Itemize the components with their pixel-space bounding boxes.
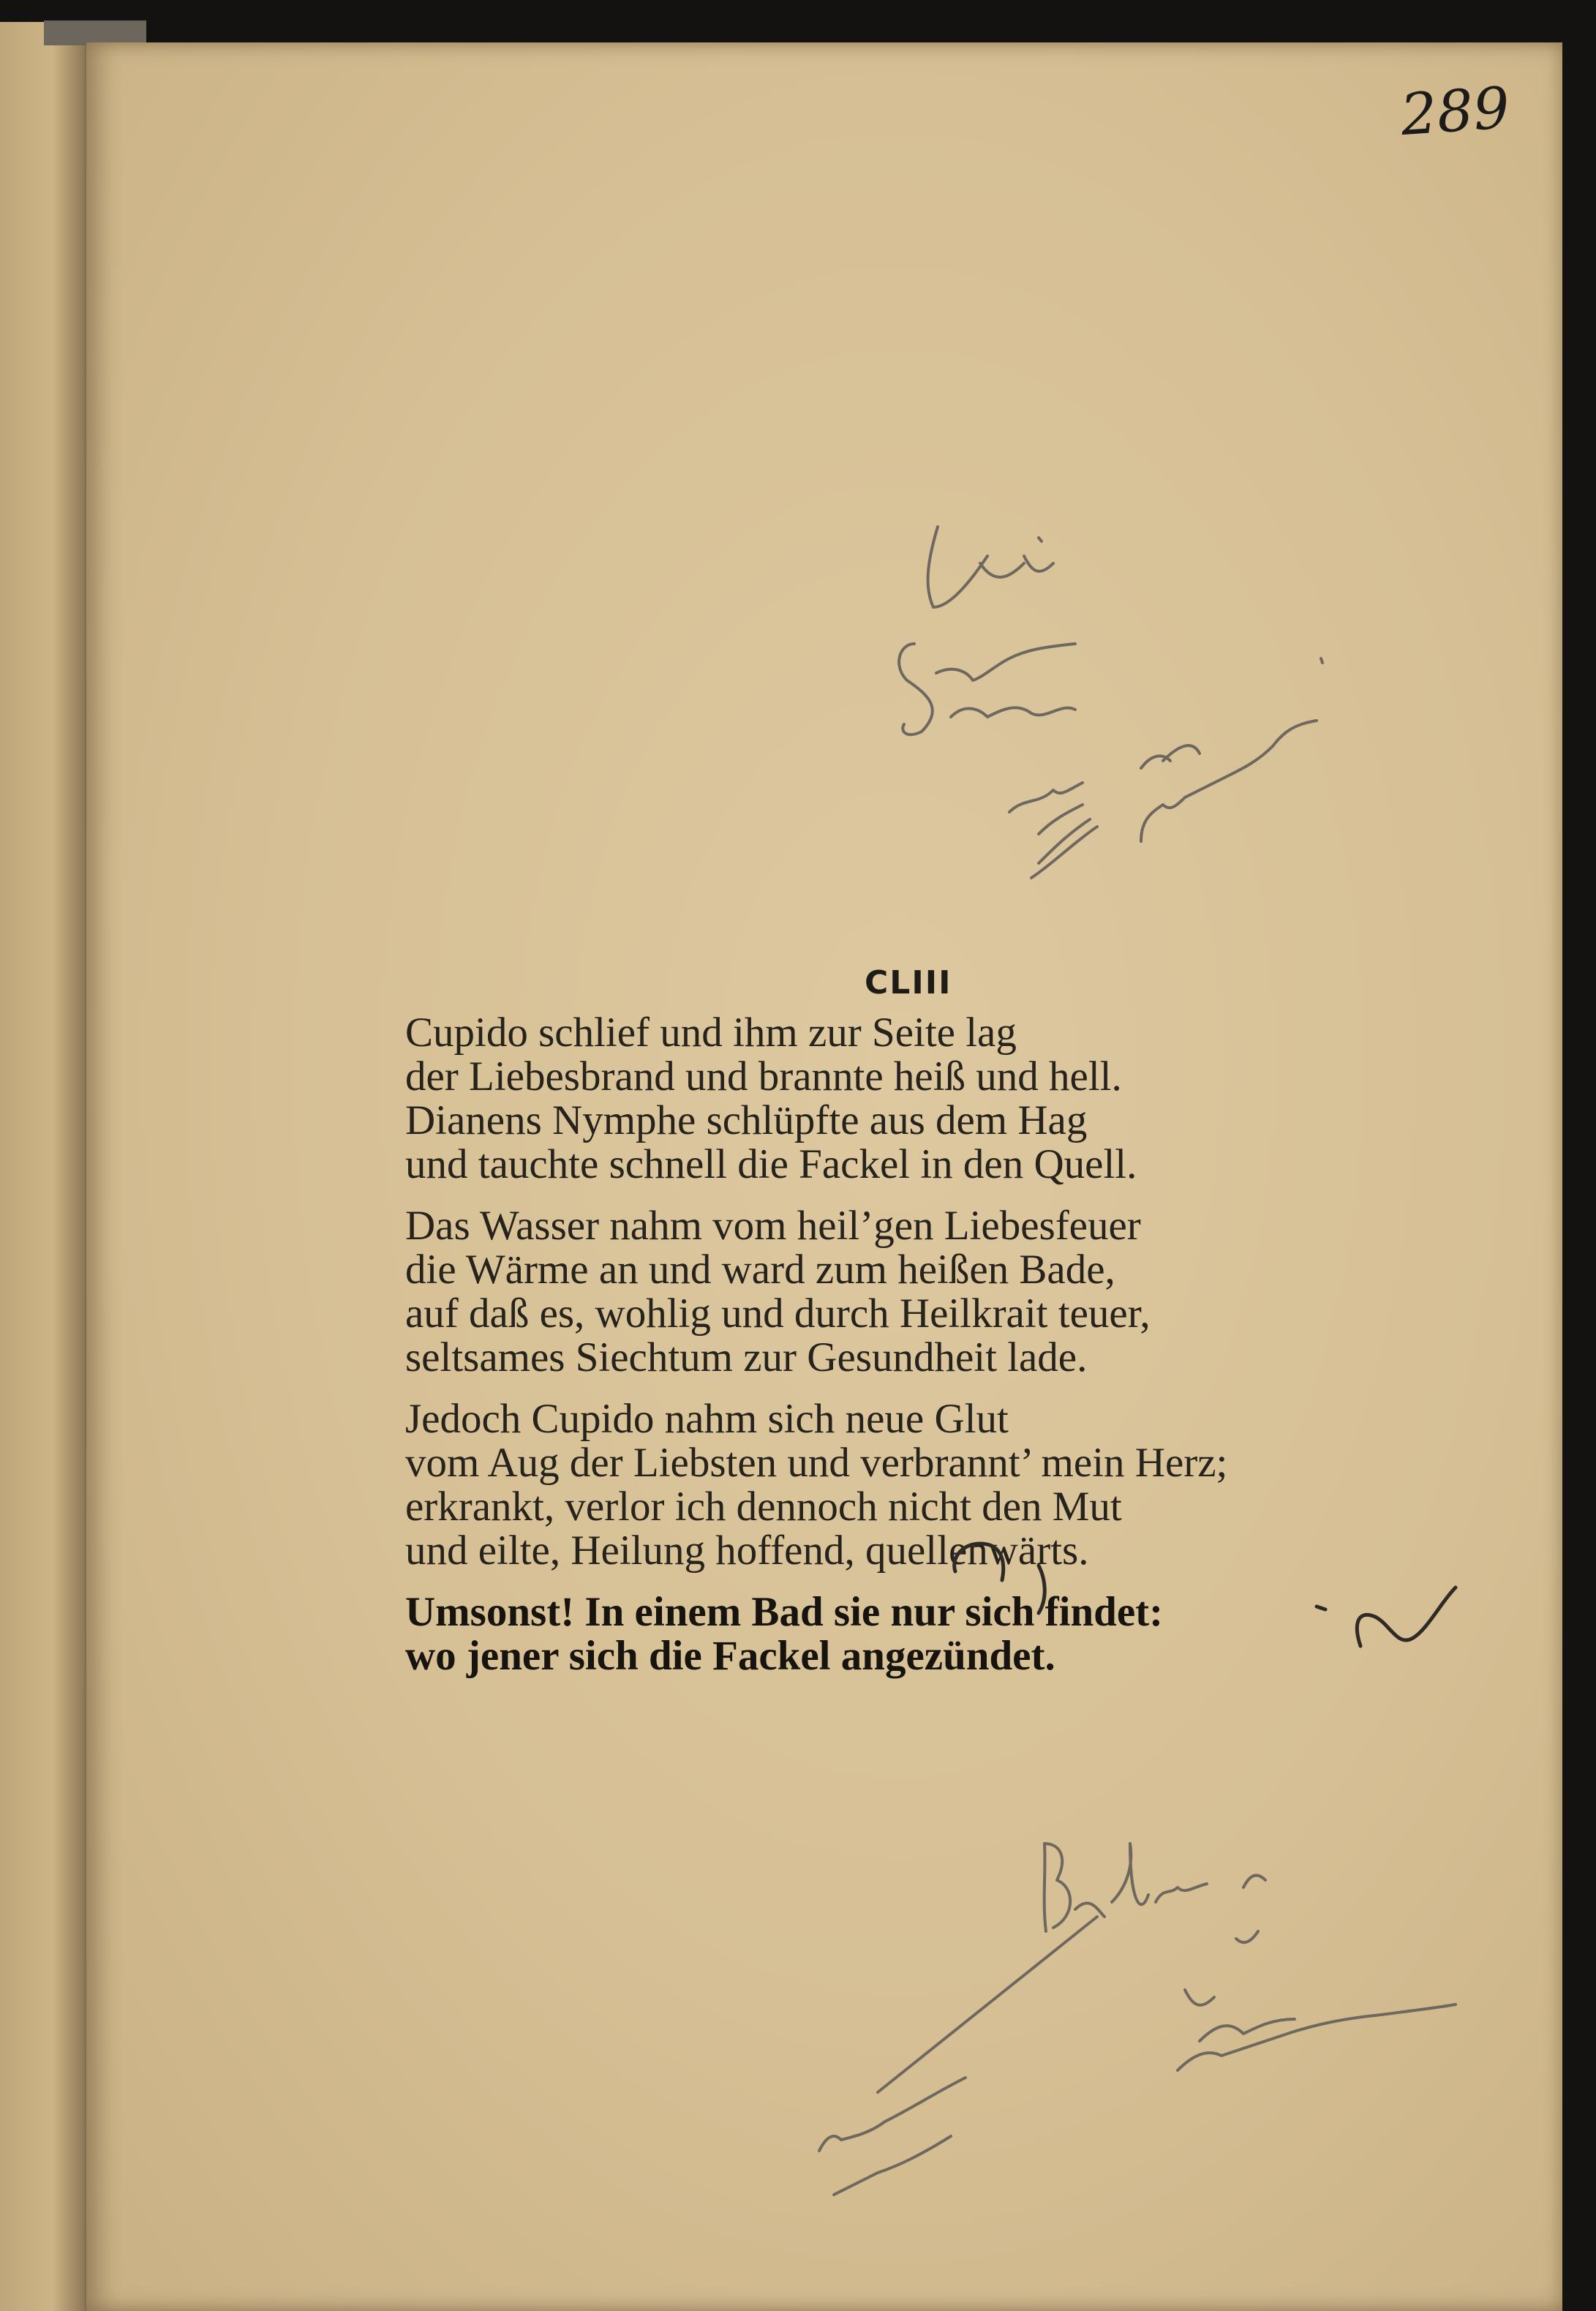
poem-heading: CLIII: [865, 964, 952, 1002]
poem-line: und tauchte schnell die Fackel in den Quell.: [405, 1141, 1137, 1187]
binding-tape: [44, 20, 146, 45]
poem-line: vom Aug der Liebsten und verbrannt’ mein Herz;: [405, 1440, 1228, 1486]
poem-line: seltsames Siechtum zur Gesundheit lade.: [405, 1334, 1088, 1380]
poem-line: erkrankt, verlor ich dennoch nicht den Mut: [405, 1484, 1122, 1530]
stanza-3: [405, 1397, 1429, 1573]
stanza-2: [405, 1204, 1429, 1380]
poem-line: Umsonst! In einem Bad sie nur sich findet:: [405, 1589, 1164, 1635]
poem-line: Jedoch Cupido nahm sich neue Glut: [405, 1396, 1009, 1442]
page-number: 289: [1399, 75, 1512, 149]
poem-line: wo jener sich die Fackel angezündet.: [405, 1633, 1055, 1679]
poem-line: die Wärme an und ward zum heißen Bade,: [405, 1247, 1115, 1293]
poem-line: Das Wasser nahm vom heil’gen Liebesfeuer: [405, 1203, 1141, 1249]
stanza-4: [405, 1590, 1429, 1678]
poem-line: auf daß es, wohlig und durch Heilkrait teuer,: [405, 1290, 1151, 1337]
book-spine-edge: [0, 22, 95, 2311]
stanza-1: [405, 1011, 1429, 1187]
poem-line: Cupido schlief und ihm zur Seite lag: [405, 1010, 1017, 1056]
poem-body: [405, 1011, 1429, 1696]
poem-line: der Liebesbrand und brannte heiß und hell.: [405, 1053, 1122, 1100]
poem-line: und eilte, Heilung hoffend, quellenwärts.: [405, 1527, 1089, 1574]
poem-line: Dianens Nymphe schlüpfte aus dem Hag: [405, 1097, 1088, 1143]
